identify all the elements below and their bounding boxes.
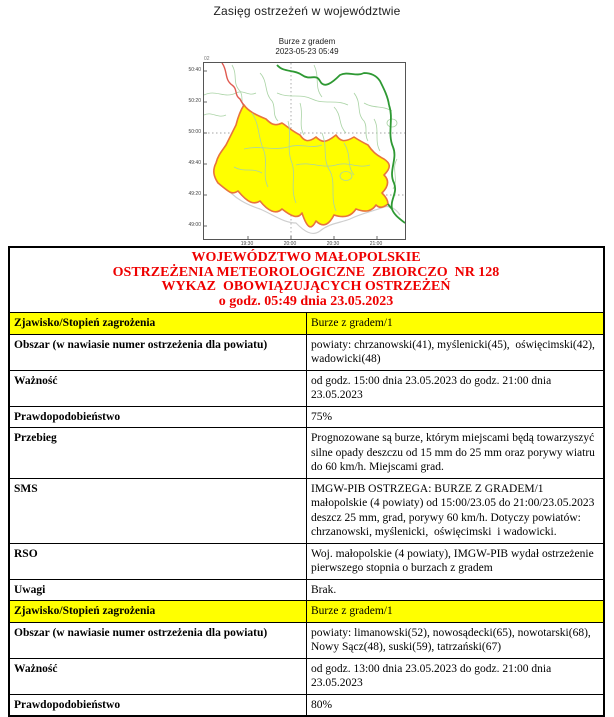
header-line-bulletin: OSTRZEŻENIA METEOROLOGICZNE ZBIORCZO NR 128 [112,264,500,280]
row-value: 75% [307,406,605,428]
table-row [9,579,604,601]
row-value: 80% [307,694,605,716]
y-axis-tick-label: 50:00 [188,129,201,135]
table-row [9,601,604,623]
y-axis-tick-label: 49:20 [188,191,201,197]
row-value: od godz. 13:00 dnia 23.05.2023 do godz. 21:00 dnia 23.05.2023 [307,658,605,694]
table-row [9,694,604,716]
x-axis-tick-label: 20:30 [326,241,340,247]
row-value: powiaty: chrzanowski(41), myślenicki(45), oświęcimski(42), wadowicki(48) [307,334,605,370]
row-label: Uwagi [9,579,307,601]
table-row [9,370,604,406]
table-row [9,658,604,694]
x-axis-tick-label: 19:30 [240,241,254,247]
table-row [9,428,604,479]
table-header-row [9,247,604,313]
row-label: Przebieg [9,428,307,479]
header-line-list: WYKAZ OBOWIĄZUJĄCYCH OSTRZEŻEŃ [161,279,451,294]
row-value: Burze z gradem/1 [307,313,605,335]
map-corner-label: 02 [204,56,210,62]
y-axis-tick-label: 50:40 [188,67,201,73]
warnings-table [8,246,605,717]
row-value: Burze z gradem/1 [307,601,605,623]
y-axis-tick-label: 50:20 [188,98,201,104]
row-value: powiaty: limanowski(52), nowosądecki(65), nowotarski(68), Nowy Sącz(48), suski(59), tatrzański(67) [307,622,605,658]
row-label: Prawdopodobieństwo [9,694,307,716]
row-label: RSO [9,543,307,579]
warnings-table-body [9,247,604,716]
row-label: Ważność [9,658,307,694]
row-value: od godz. 15:00 dnia 23.05.2023 do godz. 21:00 dnia 23.05.2023 [307,370,605,406]
table-row [9,622,604,658]
row-value: IMGW-PIB OSTRZEGA: BURZE Z GRADEM/1 małopolskie (4 powiaty) od 15:00/23.05 do 21:00/23.05.2023 deszcz 25 mm, grad, porywy 60 km/h. Dotyczy powiatów: chrzanowski, myślenicki, oświęcimski i wadowicki. [307,478,605,543]
row-value: Brak. [307,579,605,601]
x-axis-tick-label: 20:00 [283,241,297,247]
row-label: Zjawisko/Stopień zagrożenia [9,601,307,623]
y-axis-tick-label: 49:00 [188,222,201,228]
page-title: Zasięg ostrzeżeń w województwie [213,4,401,18]
y-axis-tick-label: 49:40 [188,160,201,166]
row-label: Obszar (w nawiasie numer ostrzeżenia dla powiatu) [9,622,307,658]
row-label: Zjawisko/Stopień zagrożenia [9,313,307,335]
map-caption-datetime: 2023-05-23 05:49 [275,46,339,56]
table-row [9,478,604,543]
table-row [9,334,604,370]
table-row [9,313,604,335]
table-row [9,406,604,428]
header-line-time: o godz. 05:49 dnia 23.05.2023 [218,293,394,309]
x-axis-tick-label: 21:00 [369,241,383,247]
row-label: Ważność [9,370,307,406]
row-value: Prognozowane są burze, którym miejscami będą towarzyszyć silne opady deszczu od 15 mm do 25 mm oraz porywy wiatru do 60 km/h. Miejscami grad. [307,428,605,479]
header-line-voivodeship: WOJEWÓDZTWO MAŁOPOLSKIE [191,250,421,265]
table-header [9,247,604,313]
voivodeship-border-line [222,63,244,105]
map-plot-area [203,62,406,240]
map-caption [0,37,614,56]
map-caption-phenomenon: Burze z gradem [278,37,336,46]
row-label: Obszar (w nawiasie numer ostrzeżenia dla powiatu) [9,334,307,370]
voivodeship-map-graphic [204,63,405,239]
table-row [9,543,604,579]
row-label: Prawdopodobieństwo [9,406,307,428]
warning-map [186,56,412,252]
row-value: Woj. małopolskie (4 powiaty), IMGW-PIB wydał ostrzeżenie pierwszego stopnia o burzach z gradem [307,543,605,579]
row-label: SMS [9,478,307,543]
